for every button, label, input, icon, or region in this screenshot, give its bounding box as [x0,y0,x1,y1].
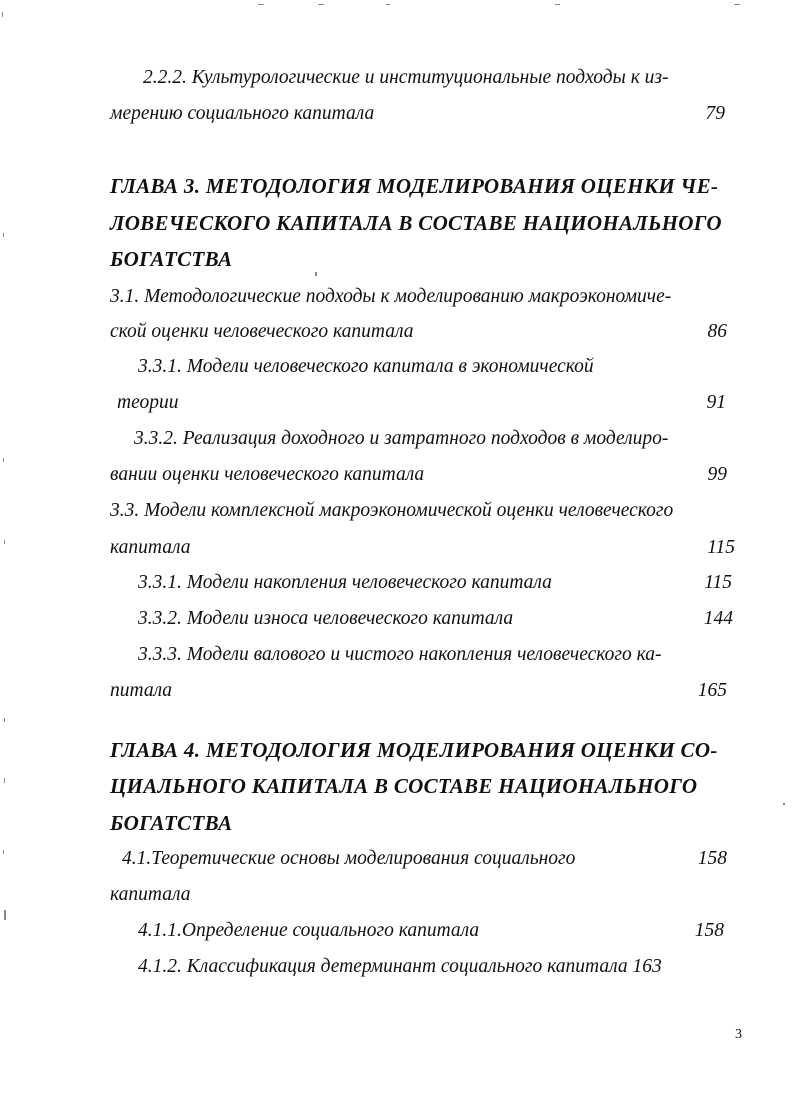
toc-page-number: 158 [697,848,727,869]
toc-entry-text: 3.3.1. Модели накопления человеческого капитала [138,572,552,593]
page-number: 3 [735,1027,742,1042]
scan-speck [258,4,264,5]
toc-page-number: 165 [697,680,727,701]
scan-speck [3,850,4,854]
scan-speck [386,4,390,5]
scan-speck [3,233,4,237]
chapter-heading: ГЛАВА 4. МЕТОДОЛОГИЯ МОДЕЛИРОВАНИЯ ОЦЕНКИ СО- [110,738,718,762]
toc-entry-text: 4.1.2. Классификация детерминант социального капитала 163 [138,956,662,977]
toc-entry-text: мерению социального капитала [110,103,375,124]
toc-page-number: 91 [706,392,726,413]
toc-entry-text: ской оценки человеческого капитала [110,321,414,342]
chapter-heading: ГЛАВА 3. МЕТОДОЛОГИЯ МОДЕЛИРОВАНИЯ ОЦЕНКИ ЧЕ- [110,174,719,198]
chapter-heading: БОГАТСТВА [110,247,233,271]
toc-page-number: 115 [704,572,732,593]
chapter-heading: ЦИАЛЬНОГО КАПИТАЛА В СОСТАВЕ НАЦИОНАЛЬНОГО [110,774,698,798]
scan-speck [555,4,560,5]
scan-speck [315,272,317,276]
toc-page-number: 99 [707,464,727,485]
toc-entry-text: 4.1.1.Определение социального капитала [138,920,480,941]
scan-speck [4,718,5,722]
toc-page-number: 144 [703,608,733,629]
scan-speck [3,458,4,462]
toc-page-number: 158 [694,920,724,941]
scan-speck [783,803,785,805]
toc-entry-text: 3.3.3. Модели валового и чистого накопления человеческого ка- [138,644,662,665]
chapter-heading: ЛОВЕЧЕСКОГО КАПИТАЛА В СОСТАВЕ НАЦИОНАЛЬНОГО [110,211,722,235]
toc-entry-text: 3.1. Методологические подходы к моделированию макроэкономиче- [110,286,672,307]
toc-entry-text: теории [117,392,179,413]
toc-page-number: 86 [707,321,727,342]
scan-speck [4,778,5,783]
toc-entry-text: 4.1.Теоретические основы моделирования социального [122,848,576,869]
scan-speck [4,910,6,920]
toc-entry-text: вании оценки человеческого капитала [110,464,425,485]
toc-entry-text: питала [110,680,173,701]
toc-entry-text: 3.3. Модели комплексной макроэкономической оценки человеческого [110,500,674,521]
toc-entry-text: 3.3.2. Реализация доходного и затратного подходов в моделиро- [134,428,669,449]
chapter-heading: БОГАТСТВА [110,811,233,835]
toc-entry-text: капитала [110,884,191,905]
scan-speck [318,4,324,5]
scan-speck [4,540,5,544]
toc-entry-text: 3.3.2. Модели износа человеческого капитала [138,608,514,629]
scan-speck [734,4,740,5]
toc-entry-text: 3.3.1. Модели человеческого капитала в экономической [138,356,594,377]
toc-entry-text: 2.2.2. Культурологические и институциональные подходы к из- [143,67,669,88]
toc-page-number: 115 [707,537,735,558]
toc-page-number: 79 [705,103,725,124]
toc-entry-text: капитала [110,537,191,558]
scan-speck [2,12,3,17]
